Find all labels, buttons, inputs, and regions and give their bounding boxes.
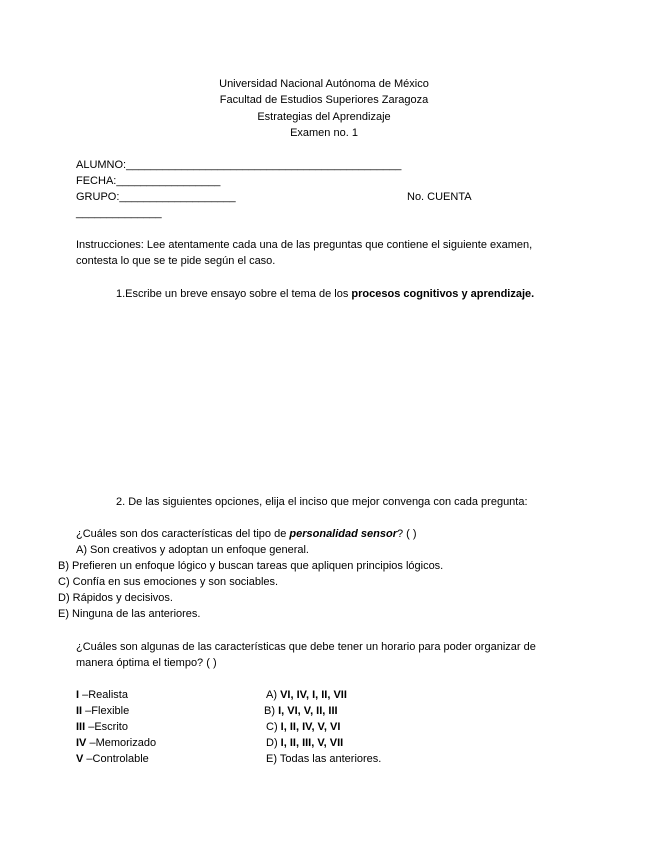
faculty-name: Facultad de Estudios Superiores Zaragoza — [219, 94, 429, 106]
option-a: A) Son creativos y adoptan un enfoque general. — [76, 544, 309, 556]
question-1 — [116, 287, 534, 301]
question-1-topic: procesos cognitivos y aprendizaje. — [351, 288, 535, 300]
subquestion-2-line-1: ¿Cuáles son algunas de las características que debe tener un horario para poder organizar de — [76, 641, 536, 653]
answer-option — [266, 720, 340, 734]
option-b: B) Prefieren un enfoque lógico y buscan tareas que apliquen principios lógicos. — [58, 560, 444, 572]
list-item — [76, 704, 129, 718]
answer-letter: C) — [266, 721, 281, 733]
question-2-title: 2. De las siguientes opciones, elija el inciso que mejor convenga con cada pregunta: — [116, 496, 528, 508]
answer-letter: B) — [264, 705, 279, 717]
item-text: –Flexible — [82, 705, 130, 717]
item-text: –Controlable — [83, 753, 149, 765]
alumno-field: ALUMNO:_____________________________________________ — [76, 159, 402, 171]
option-e: E) Ninguna de las anteriores. — [58, 608, 201, 620]
subquestion-1-emphasis: personalidad sensor — [289, 528, 397, 540]
university-name: Universidad Nacional Autónoma de México — [219, 78, 429, 90]
grupo-field: GRUPO:___________________ — [76, 191, 236, 203]
subquestion-1-suffix: ? ( ) — [396, 528, 417, 540]
option-d: D) Rápidos y decisivos. — [58, 592, 173, 604]
course-name: Estrategias del Aprendizaje — [257, 111, 391, 123]
list-item — [76, 720, 128, 734]
fecha-field: FECHA:_________________ — [76, 175, 221, 187]
item-text: –Memorizado — [86, 737, 157, 749]
instructions-line-2: contesta lo que se te pide según el caso. — [76, 255, 276, 267]
answer-text: I, II, III, V, VII — [280, 737, 344, 749]
answer-option — [266, 736, 343, 750]
answer-text: I, VI, V, II, III — [278, 705, 338, 717]
item-numeral: V — [76, 753, 84, 765]
list-item — [76, 736, 156, 750]
answer-text: Todas las anteriores. — [279, 753, 382, 765]
answer-text: I, II, IV, V, VI — [280, 721, 341, 733]
cuenta-line: ______________ — [76, 207, 162, 219]
answer-option — [266, 752, 381, 766]
subquestion-2-line-2: manera óptima el tiempo? ( ) — [76, 657, 217, 669]
item-text: –Escrito — [85, 721, 128, 733]
answer-letter: D) — [266, 737, 281, 749]
cuenta-label: No. CUENTA — [407, 191, 472, 203]
subquestion-1 — [76, 527, 417, 541]
item-numeral: IV — [76, 737, 87, 749]
item-text: –Realista — [79, 689, 128, 701]
item-numeral: II — [76, 705, 83, 717]
question-1-text: 1.Escribe un breve ensayo sobre el tema de los — [116, 288, 352, 300]
exam-title: Examen no. 1 — [290, 127, 358, 139]
item-numeral: III — [76, 721, 86, 733]
answer-text: VI, IV, I, II, VII — [280, 689, 347, 701]
list-item — [76, 688, 128, 702]
answer-option — [264, 704, 338, 718]
item-numeral: I — [76, 689, 80, 701]
list-item — [76, 752, 149, 766]
answer-letter: A) — [266, 689, 281, 701]
answer-option — [266, 688, 347, 702]
answer-letter: E) — [266, 753, 280, 765]
subquestion-1-prefix: ¿Cuáles son dos características del tipo de — [76, 528, 290, 540]
instructions-line-1: Instrucciones: Lee atentamente cada una de las preguntas que contiene el siguiente examen, — [76, 239, 533, 251]
option-c: C) Confía en sus emociones y son sociables. — [58, 576, 279, 588]
